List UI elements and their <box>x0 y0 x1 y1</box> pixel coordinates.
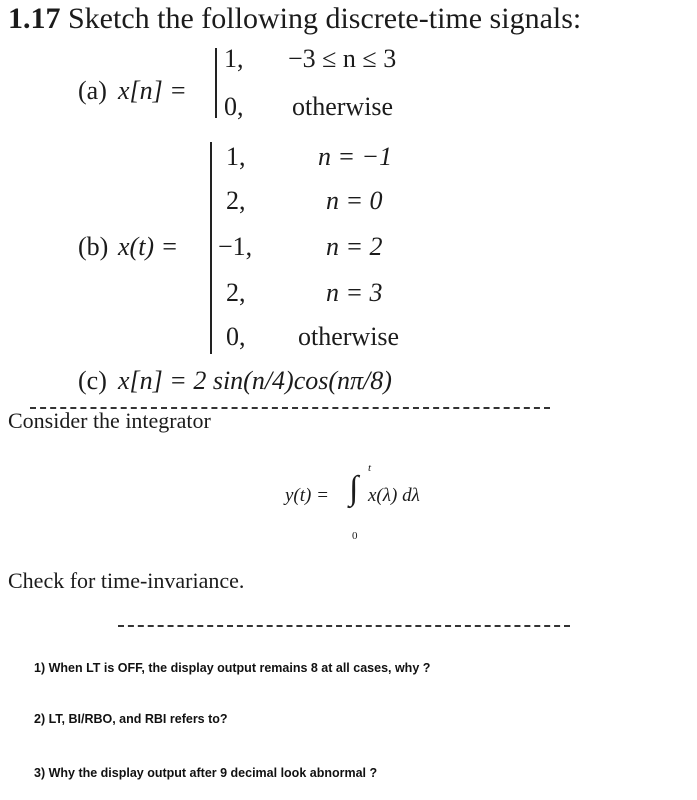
part-c-label: (c) <box>78 366 107 395</box>
part-b-condition-1: n = −1 <box>318 142 393 171</box>
part-b-condition-2: n = 0 <box>326 186 383 215</box>
part-c-expression: x[n] = 2 sin(n/4)cos(nπ/8) <box>118 366 392 395</box>
question-3: 3) Why the display output after 9 decimal look abnormal ? <box>34 766 378 780</box>
integral-lhs: y(t) = <box>285 485 329 506</box>
integrator-intro: Consider the integrator <box>8 408 211 433</box>
problem-number: 1.17 <box>8 2 61 35</box>
part-a-value-2: 0, <box>224 92 244 121</box>
part-a-condition-2: otherwise <box>292 92 394 121</box>
separator-2 <box>118 625 570 627</box>
part-b-condition-5: otherwise <box>298 322 400 351</box>
part-a-brace <box>215 48 217 118</box>
integrator-instruction: Check for time-invariance. <box>8 568 245 593</box>
part-b-value-2: 2, <box>226 186 246 215</box>
part-a-label: (a) <box>78 76 107 105</box>
question-2: 2) LT, BI/RBO, and RBI refers to? <box>34 712 228 726</box>
part-b-condition-3: n = 2 <box>326 232 383 261</box>
part-b-value-4: 2, <box>226 278 246 307</box>
part-a-condition-1: −3 ≤ n ≤ 3 <box>288 44 397 73</box>
part-b-value-1: 1, <box>226 142 246 171</box>
integral-sign: ∫ <box>349 470 359 507</box>
part-b-condition-4: n = 3 <box>326 278 383 307</box>
part-a-lhs: x[n] = <box>118 76 187 105</box>
part-b-brace <box>210 142 212 354</box>
problem-title: Sketch the following discrete-time signals: <box>68 2 582 35</box>
part-b-value-5: 0, <box>226 322 246 351</box>
part-b-lhs: x(t) = <box>118 232 179 261</box>
integral-upper-limit: t <box>368 462 372 474</box>
part-b-label: (b) <box>78 232 109 261</box>
part-b-value-3: −1, <box>218 232 253 261</box>
integral-integrand: x(λ) dλ <box>368 485 420 506</box>
problem-heading <box>8 2 581 36</box>
part-a-value-1: 1, <box>224 44 244 73</box>
question-1: 1) When LT is OFF, the display output remains 8 at all cases, why ? <box>34 661 431 675</box>
integral-lower-limit: 0 <box>352 530 358 542</box>
